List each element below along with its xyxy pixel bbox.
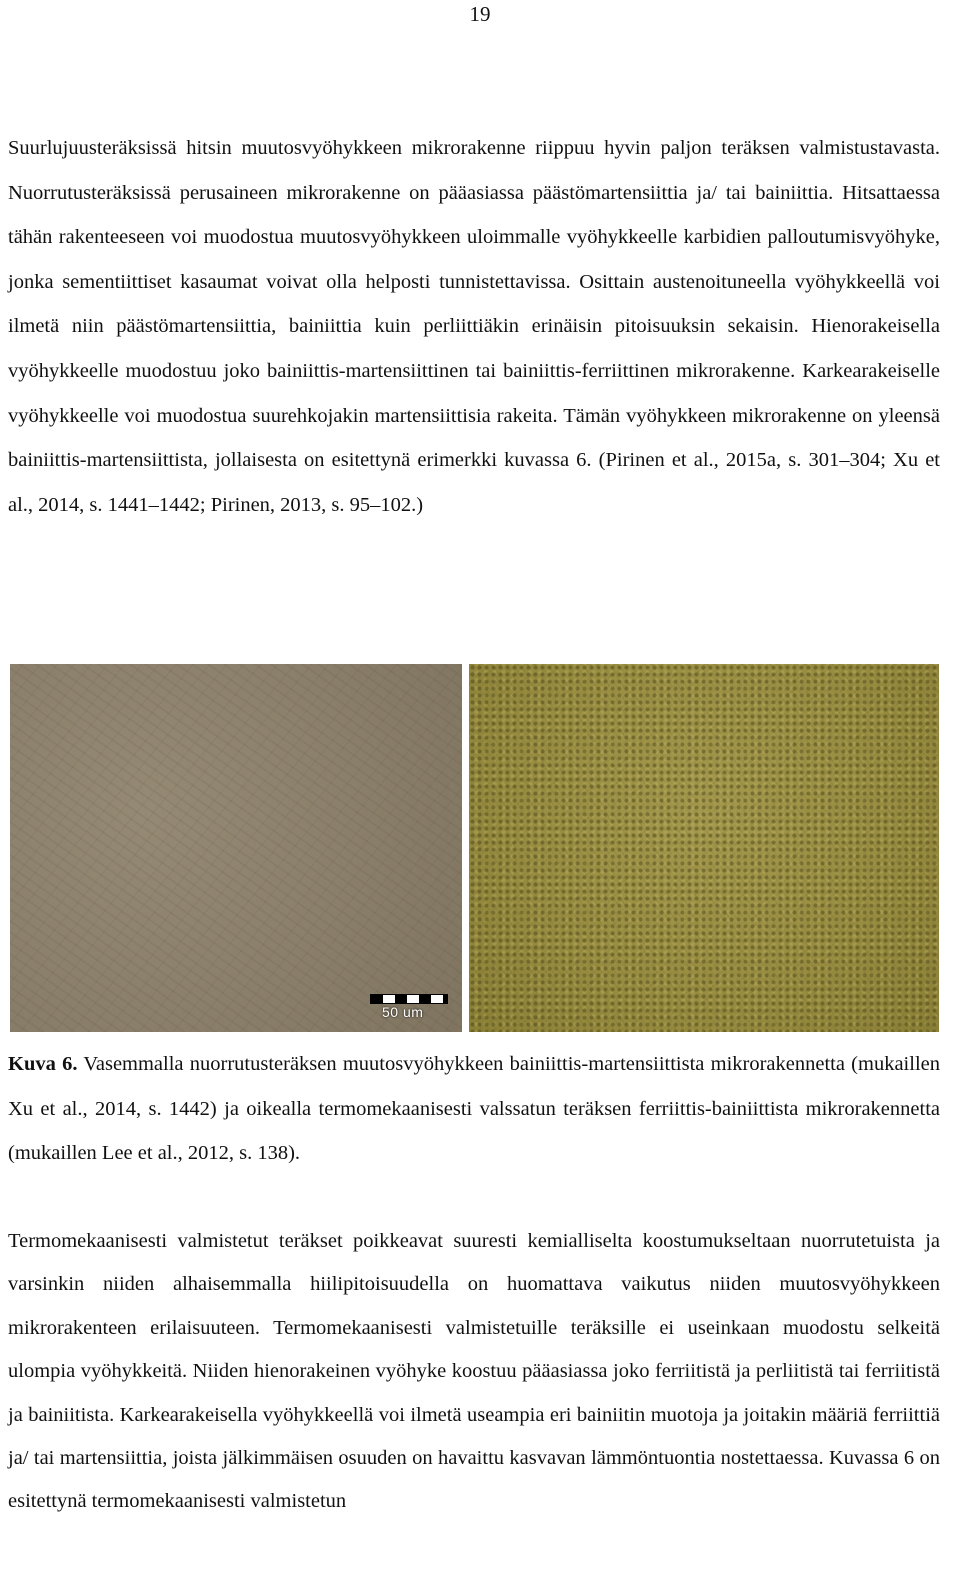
micrograph-left-image: [10, 664, 462, 1032]
figure-caption: [8, 1042, 940, 1176]
caption-text: Vasemmalla nuorrutusteräksen muutosvyöhykkeen bainiittis-martensiittista mikrorakennetta (mukaillen Xu et al., 2014, s. 1442) ja oikealla termomekaanisesti valssatun teräksen ferriittis-bainiittista mikrorakennetta (mukaillen Lee et al., 2012, s. 138).: [8, 1053, 940, 1165]
figure-6: [10, 664, 939, 1032]
caption-label: Kuva 6.: [8, 1053, 78, 1075]
page-number: 19: [469, 2, 491, 26]
scale-bar-label: 50 um: [382, 1004, 424, 1020]
scale-bar: [370, 994, 448, 1004]
micrograph-right-image: [469, 664, 939, 1032]
body-paragraph-1: Suurlujuusteräksissä hitsin muutosvyöhykkeen mikrorakenne riippuu hyvin paljon teräksen valmistustavasta. Nuorrutusteräksissä perusaineen mikrorakenne on pääasiassa päästömartensiittia ja/ tai bainiittia. Hitsattaessa tähän rakenteeseen voi muodostua muutosvyöhykkeen uloimmalle vyöhykkeelle karbidien palloutumisvyöhyke, jonka sementiittiset kasaumat voivat olla helposti tunnistettavissa. Osittain austenoituneella vyöhykkeellä voi ilmetä niin päästömartensiittia, bainiittia kuin perliittiäkin erinäisin pitoisuuksin sekaisin. Hienorakeisella vyöhykkeelle muodostuu joko bainiittis-martensiittinen tai bainiittis-ferriittinen mikrorakenne. Karkearakeiselle vyöhykkeelle voi muodostua suurehkojakin martensiittisia rakeita. Tämän vyöhykkeen mikrorakenne on yleensä bainiittis-martensiittista, jollaisesta on esitettynä erimerkki kuvassa 6. (Pirinen et al., 2015a, s. 301–304; Xu et al., 2014, s. 1441–1442; Pirinen, 2013, s. 95–102.): [8, 137, 940, 516]
body-paragraph-2: Termomekaanisesti valmistetut teräkset poikkeavat suuresti kemialliselta koostumukseltaan nuorrutetuista ja varsinkin niiden alhaisemmalla hiilipitoisuudella on huomattava vaikutus niiden muutosvyöhykkeen mikrorakenteen erilaisuuteen. Termomekaanisesti valmistetuille teräksille ei useinkaan muodostu selkeitä ulompia vyöhykkeitä. Niiden hienorakeinen vyöhyke koostuu pääasiassa joko ferriitistä ja perliitistä tai ferriitistä ja bainiitista. Karkearakeisella vyöhykkeellä voi ilmetä useampia eri bainiitin muotoja ja joitakin määriä ferriittiä ja/ tai martensiittia, joista jälkimmäisen osuuden on havaittu kasvavan lämmöntuontia nostettaessa. Kuvassa 6 on esitettynä termomekaanisesti valmistetun: [8, 1230, 940, 1513]
